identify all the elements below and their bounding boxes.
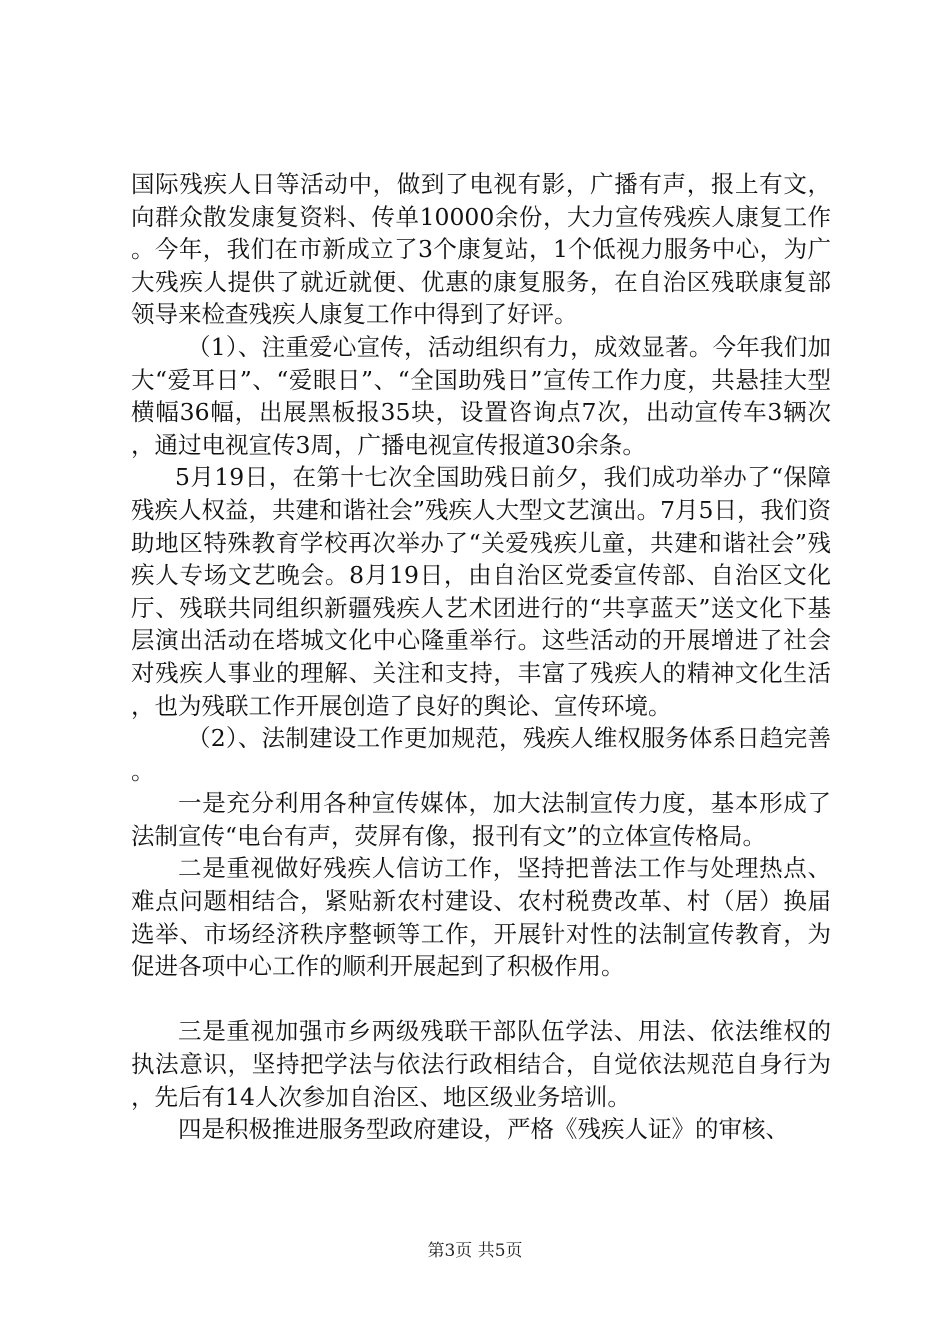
- paragraph-point-2: 二是重视做好残疾人信访工作，坚持把普法工作与处理热点、难点问题相结合，紧贴新农村建设、农村税费改革、村（居）换届选举、市场经济秩序整顿等工作，开展针对性的法制宣传教育，为促进各项中心工作的顺利开展起到了积极作用。: [131, 854, 831, 981]
- paragraph-events: 5月19日，在第十七次全国助残日前夕，我们成功举办了“保障残疾人权益，共建和谐社会”残疾人大型文艺演出。7月5日，我们资助地区特殊教育学校再次举办了“关爱残疾儿童，共建和谐社会”残疾人专场文艺晚会。8月19日，由自治区党委宣传部、自治区文化厅、残联共同组织新疆残疾人艺术团进行的“共享蓝天”送文化下基层演出活动在塔城文化中心隆重举行。这些活动的开展增进了社会对残疾人事业的理解、关注和支持，丰富了残疾人的精神文化生活，也为残联工作开展创造了良好的舆论、宣传环境。: [131, 463, 831, 720]
- document-body: [131, 168, 831, 1146]
- paragraph-rehab-publicity: 国际残疾人日等活动中，做到了电视有影，广播有声，报上有文，向群众散发康复资料、传单10000余份，大力宣传残疾人康复工作。今年，我们在市新成立了3个康复站，1个低视力服务中心，为广大残疾人提供了就近就便、优惠的康复服务，在自治区残联康复部领导来检查残疾人康复工作中得到了好评。: [131, 170, 831, 329]
- paragraph-point-4: 四是积极推进服务型政府建设，严格《残疾人证》的审核、: [178, 1115, 789, 1144]
- page-number: 第3页 共5页: [427, 1241, 523, 1261]
- paragraph-section-1: （1）、注重爱心宣传，活动组织有力，成效显著。今年我们加大“爱耳日”、“爱眼日”、“全国助残日”宣传工作力度，共悬挂大型横幅36幅，出展黑板报35块，设置咨询点7次，出动宣传车3辆次，通过电视宣传3周，广播电视宣传报道30余条。: [131, 332, 831, 459]
- paragraph-section-2: （2）、法制建设工作更加规范，残疾人维权服务体系日趋完善。: [131, 724, 831, 785]
- paragraph-gap: [131, 983, 831, 1016]
- page-footer: [0, 1240, 950, 1262]
- paragraph-point-1: 一是充分利用各种宣传媒体，加大法制宣传力度，基本形成了法制宣传“电台有声，荧屏有像，报刊有文”的立体宣传格局。: [131, 789, 831, 850]
- paragraph-point-3: 三是重视加强市乡两级残联干部队伍学法、用法、依法维权的执法意识，坚持把学法与依法行政相结合，自觉依法规范自身行为，先后有14人次参加自治区、地区级业务培训。: [131, 1017, 831, 1111]
